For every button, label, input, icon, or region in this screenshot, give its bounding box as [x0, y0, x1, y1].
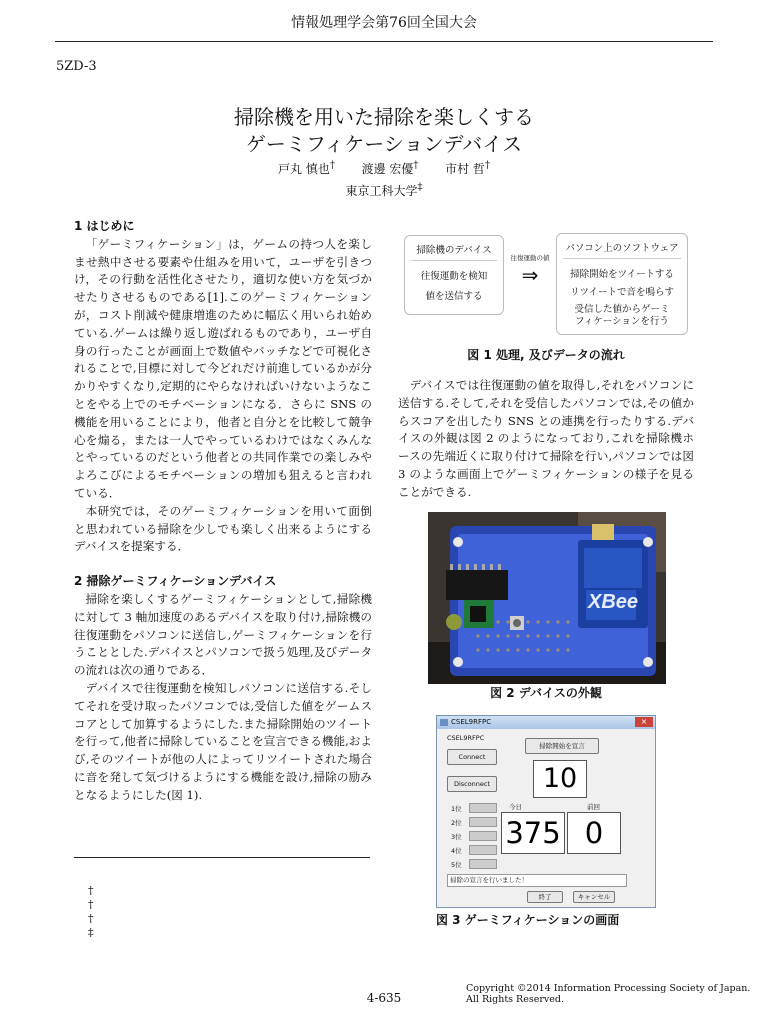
connect-button[interactable]: Connect: [447, 749, 497, 765]
section-1-paragraph-1: 「ゲーミフィケーション」は，ゲームの持つ人を楽しませ熱中させる要素や仕組みを用いて，ユーザを引きつけ，その行動を活性化させたり，適切な使い方を気づかせたりさせるものである[1].このゲーミフィケーションが，コスト削減や健康増進のために幅広く用いられ始めている.ゲームは繰り返し遊ばれるものであり，ユーザ自身の行ったことが画面上で数値やバッチなどで可視化されることで,目標に対して今どれだけ前進しているかが分かりやすくなり,定期的にやらなければいけないようなことをやる上でのモチベーションになる．さらに SNS の機能を用いることにより，他者と自分とを比較して競争心を煽る，または一人でやっているわけではなくみんなとやっているのだという他者との共同作業での楽しみやよろこびによるモチベーションの増加も狙えると言われている．: [74, 236, 372, 500]
xbee-label: XBee: [588, 591, 639, 613]
device-box-title: 掃除機のデバイス: [416, 245, 492, 256]
conference-header: 情報処理学会第76回全国大会: [291, 15, 477, 31]
footnote-mark-3: †: [88, 912, 94, 925]
affiliation: [0, 182, 768, 199]
page-number: 4-635: [366, 991, 402, 1005]
flow-arrow-icon: ⇒: [521, 263, 539, 287]
rank-3-label: 3位: [451, 833, 462, 841]
disconnect-button[interactable]: Disconnect: [447, 776, 497, 792]
section-1-paragraph-2: 本研究では，そのゲーミフィケーションを用いて面倒と思われている掃除を少しでも楽しく出来るようにするデバイスを提案する．: [74, 503, 372, 554]
rank-2-label: 2位: [451, 819, 462, 827]
figure-2-caption: 図 2 デバイスの外観: [490, 686, 602, 700]
section-2-heading: 2 掃除ゲーミフィケーションデバイス: [74, 574, 277, 589]
author-1: 戸丸 慎也: [278, 162, 330, 176]
affiliation-mark: ‡: [417, 182, 423, 193]
pc-item-3: 受信した値からゲーミフィケーションを行う: [574, 304, 670, 327]
paper-title: [0, 104, 768, 158]
figure-1: [402, 229, 702, 339]
rank-2-bar: [469, 817, 497, 827]
pc-box-divider: [563, 258, 681, 259]
footnote-rule: [74, 857, 370, 858]
rank-5-bar: [469, 859, 497, 869]
device-item-2: 値を送信する: [425, 291, 483, 302]
copyright-line-2: All Rights Reserved.: [466, 994, 564, 1005]
device-photo: [428, 512, 666, 684]
window-titlebar: [437, 716, 655, 729]
figure-1-caption: 図 1 処理, 及びデータの流れ: [467, 348, 625, 362]
rank-5-label: 5位: [451, 861, 462, 869]
rank-4-label: 4位: [451, 847, 462, 855]
flow-arrow-label: 往復運動の値: [510, 254, 550, 262]
rank-1-label: 1位: [451, 805, 462, 813]
section-1-heading: 1 はじめに: [74, 219, 135, 233]
footnote-mark-1: †: [88, 884, 94, 897]
previous-score-display: 0: [567, 812, 621, 854]
author-3-mark: †: [484, 160, 490, 171]
pc-box: [556, 233, 688, 335]
close-icon[interactable]: ×: [635, 717, 653, 727]
previous-label: 前回: [587, 803, 600, 811]
author-list: [0, 160, 768, 177]
today-label: 今日: [509, 803, 522, 811]
device-photo-drawing: [428, 512, 666, 684]
pc-box-title: パソコン上のソフトウェア: [565, 243, 679, 254]
paper-code: 5ZD-3: [56, 59, 97, 74]
app-window: [436, 715, 656, 908]
device-box-divider: [411, 260, 497, 261]
figure-3-caption: 図 3 ゲーミフィケーションの画面: [436, 913, 620, 927]
status-message-field[interactable]: 掃除の宣言を行いました！: [447, 874, 627, 887]
right-paragraph-1: デバイスでは往復運動の値を取得し,それをパソコンに送信する.そして,それを受信したパソコンでは,その値からスコアを出したり SNS との連携を行ったりする.デバイスの外観は図 2 のようになっており,これを掃除機ホースの先端近くに取り付けて掃除を行い,パソコンでは図 3 のような画面上でゲーミフィケーションの様子を見ることができる.: [398, 378, 694, 499]
left-column: [74, 218, 372, 805]
section-2-paragraph-1: 掃除を楽しくするゲーミフィケーションとして,掃除機に対して 3 軸加速度のあるデバイスを取り付け,掃除機の往復運動をパソコンに送信し,ゲーミフィケーションを行うこととした.デバイスとパソコンで扱う処理,及びデータの流れは次の通りである．: [74, 591, 372, 678]
rank-3-bar: [469, 831, 497, 841]
app-label: CSEL9RFPC: [447, 734, 485, 742]
footnote-mark-2: †: [88, 898, 94, 911]
author-2: 渡邊 宏優: [361, 162, 414, 176]
title-line-1: 掃除機を用いた掃除を楽しくする: [234, 105, 534, 129]
today-score-display: 375: [501, 812, 565, 854]
end-button[interactable]: 終了: [527, 891, 563, 903]
device-item-1: 往復運動を検知: [420, 271, 488, 282]
section-2-paragraph-2: デバイスで往復運動を検知しパソコンに送信する.そしてそれを受け取ったパソコンでは,受信した値をゲームスコアとして加算するようにした.また掃除開始のツイートを行って,他者に掃除していることを宣言できる機能,および,そのツイートが他の人によってリツイートされた場合に音を発して気づけるようにする機能を設け,掃除の励みとなるようにした(図 1).: [74, 680, 372, 802]
footnote-mark-4: ‡: [88, 926, 94, 939]
title-line-2: ゲーミフィケーションデバイス: [245, 132, 523, 156]
copyright-line-1: Copyright ©2014 Information Processing Society of Japan.: [466, 983, 751, 994]
rank-1-bar: [469, 803, 497, 813]
affiliation-name: 東京工科大学: [345, 184, 418, 198]
pc-item-2: リツイートで音を鳴らす: [569, 287, 675, 298]
copyright-notice: [466, 983, 750, 1005]
rank-4-bar: [469, 845, 497, 855]
app-icon: [440, 719, 448, 726]
declare-start-button[interactable]: 掃除開始を宣言: [525, 738, 599, 754]
right-column: [398, 377, 694, 502]
pc-item-1: 掃除開始をツイートする: [570, 269, 674, 280]
window-title: CSEL9RFPC: [451, 718, 492, 726]
author-3: 市村 哲: [445, 162, 485, 176]
author-2-mark: †: [413, 160, 419, 171]
cancel-button[interactable]: キャンセル: [573, 891, 615, 903]
header-rule: [55, 41, 713, 42]
author-1-mark: †: [329, 160, 335, 171]
top-score-display: 10: [533, 760, 587, 798]
device-box: [404, 235, 504, 315]
